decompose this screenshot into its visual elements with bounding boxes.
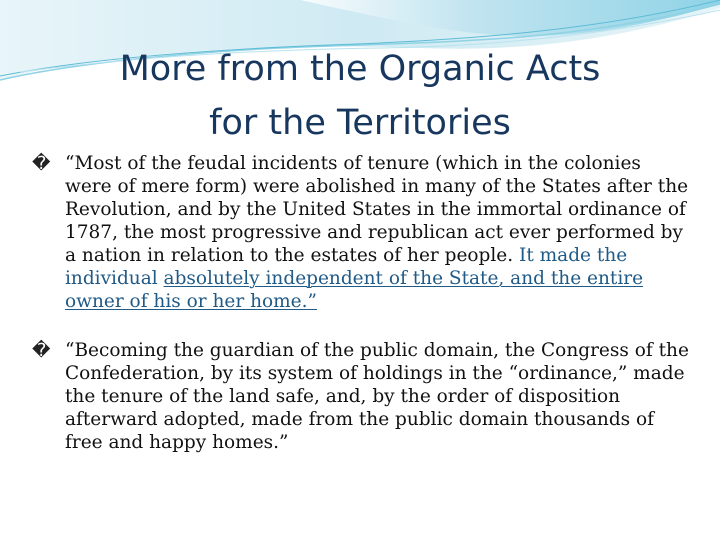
bullet-icon: � — [32, 153, 51, 174]
quote-1-text: “Most of the feudal incidents of tenure (which in the colonies were of mere form) were abolished in many of the States after the Revolution, and by the United States in the immortal ordinance of 1787, the most progressive and republican act ever performed by a nation in relation to the estates of her people. — [65, 153, 689, 266]
bullet-quote-1 — [32, 152, 692, 313]
slide-title — [60, 42, 660, 150]
quote-1-underlined-link[interactable]: absolutely independent of the State, and the entire owner of his or her home.” — [65, 268, 644, 312]
title-line-1: More from the Organic Acts — [119, 49, 601, 89]
title-line-2: for the Territories — [209, 103, 511, 143]
slide-body — [32, 152, 692, 480]
bullet-quote-2 — [32, 339, 692, 454]
bullet-icon: � — [32, 340, 51, 361]
quote-2-text: “Becoming the guardian of the public domain, the Congress of the Confederation, by its system of holdings in the “ordinance,” made the tenure of the land safe, and, by the order of disposition afterward adopted, made from the public domain thousands of free and happy homes.” — [65, 340, 689, 453]
quote-1-link-text: It made the individual — [65, 245, 628, 289]
